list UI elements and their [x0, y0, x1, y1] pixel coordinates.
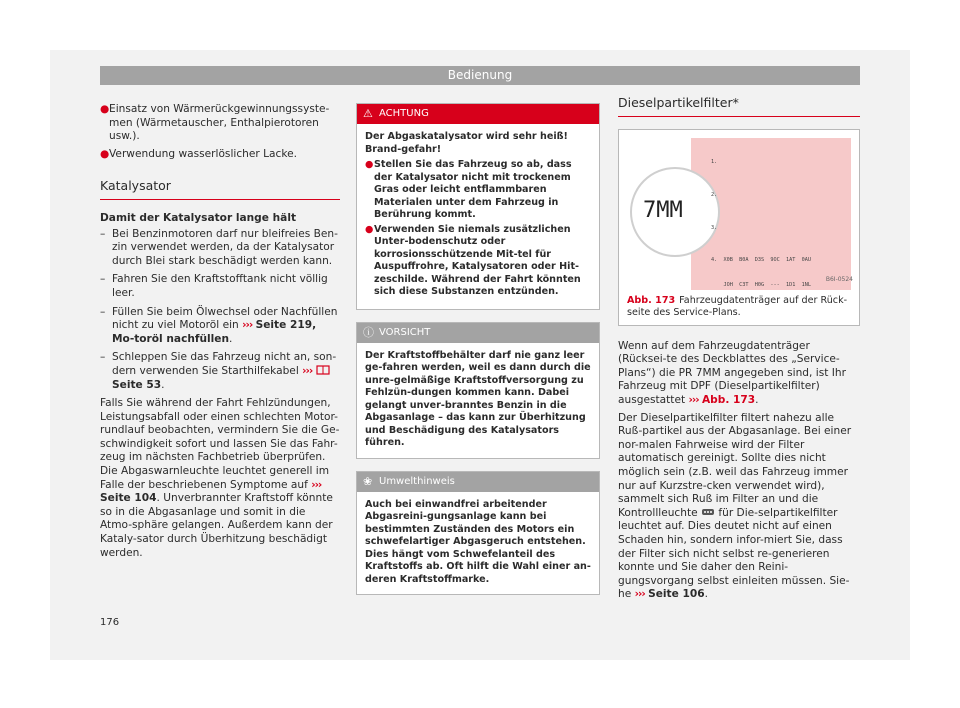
subheading: Damit der Katalysator lange hält — [100, 211, 297, 224]
paragraph: Der Dieselpartikelfilter filtert nahezu alle Ruß-partikel aus der Abgasanlage. Bei einer nor-malen Fahrweise wird der Filter automatisch gereinigt. Sollte dies nicht möglich sein (z.B. weil das Fahrzeug immer nur auf Kurzstre-cken verwendet wird), sammelt sich Ruß im Filter an und die Kontrollleuchte für Die-selpartikelfilter leuchtet auf. Dies deutet nicht auf einen Schaden hin, sondern infor-miert Sie, dass der Filter sich nicht selbst re-generieren konnte und Sie daher den Reini-gungsvorgang selbst einleiten müssen. Sie-he ››› Seite 106. — [618, 411, 852, 601]
middle-column — [356, 103, 600, 607]
dpf-warning-lamp-icon — [701, 508, 715, 516]
cross-ref-arrow-icon: ››› — [311, 478, 322, 491]
right-column — [618, 96, 860, 602]
bullet-icon: ● — [100, 103, 110, 115]
list-item: – Füllen Sie beim Ölwechsel oder Nachfüllen nicht zu viel Motoröl ein ››› Seite 219, Mo-toröl nachfüllen. — [100, 305, 338, 345]
paragraph: Die Abgaswarnleuchte leuchtet generell im Falle der beschriebenen Symptome auf ››› Seite 104. Unverbrannter Kraftstoff könnte so in die Abgasanlage und somit in die Atmo-sphäre gelangen. Außerdem kann der Kataly-sator durch Überhitzung beschädigt werden. — [100, 465, 333, 559]
list-item: ● Stellen Sie das Fahrzeug so ab, dass der Katalysator nicht mit trockenem Gras oder leicht entflammbaren Materialen unter dem Fahrzeug in Berührung kommt. — [365, 159, 572, 220]
section-title-katalysator: Katalysator — [100, 179, 340, 200]
warning-header: ⚠ ACHTUNG — [357, 104, 599, 124]
environment-flower-icon: ❀ — [363, 474, 373, 488]
left-column — [100, 103, 340, 560]
cross-ref-arrow-icon: ››› — [302, 364, 313, 377]
figure — [618, 129, 860, 326]
warning-box: ⚠ ACHTUNG Der Abgaskatalysator wird sehr heiß! Brand-gefahr! ● Stellen Sie das Fahrzeug so ab, dass der Katalysator nicht mit trockenem Gras oder leicht entflammbaren Materialen unter dem Fahrzeug in Berührung kommt. ● Verwenden Sie niemals zusätzlichen Unter-bodenschutz oder korrosionsschützende Mit-tel für Auspuffrohre, Katalysatoren oder Hit-zeschilde. Während der Fahrt könnten sich diese Substanzen entzünden. — [356, 103, 600, 310]
list-item: – Bei Benzinmotoren darf nur bleifreies Ben-zin verwendet werden, da der Katalysator durch Blei stark beschädigt werden kann. — [100, 227, 338, 267]
page-link[interactable]: Seite 104 — [100, 492, 157, 505]
figure-id: B6I-0524 — [825, 276, 853, 283]
page-link[interactable]: Seite 219, Mo-toröl nachfüllen — [112, 319, 317, 345]
caution-header: ⓘ VORSICHT — [357, 323, 599, 343]
cross-ref-arrow-icon: ››› — [688, 393, 699, 406]
figure-link[interactable]: Abb. 173 — [701, 393, 756, 406]
page-link[interactable]: Seite 106 — [648, 588, 705, 601]
cross-ref-arrow-icon: ››› — [634, 588, 645, 601]
warning-triangle-icon: ⚠ — [363, 107, 373, 120]
caution-box: ⓘ VORSICHT Der Kraftstoffbehälter darf nie ganz leer ge-fahren werden, weil es dann durch die unre-gelmäßige Kraftstoffversorgung zu Fehlzün-dungen kommen kann. Dabei gelangt unver-branntes Benzin in die Abgasanlage – das kann zur Überhitzung und Beschädigung des Katalysators führen. — [356, 322, 600, 459]
figure-caption: Abb. 173 Fahrzeugdatenträger auf der Rück-seite des Service-Plans. — [627, 294, 848, 318]
jump-start-book-icon — [316, 365, 330, 375]
list-item: – Schleppen Sie das Fahrzeug nicht an, son-dern verwenden Sie Starthilfekabel ››› Seite 53. — [100, 351, 337, 391]
info-circle-icon: ⓘ — [363, 325, 374, 339]
environment-header: ❀ Umwelthinweis — [357, 472, 599, 492]
sticker-text: 1. 2. 3. 4. X0B B0A D3S 9OC 1AT 0AU JOH C3T H0G --- 1D1 1NL — [711, 159, 811, 289]
vehicle-data-sticker-image — [619, 130, 859, 290]
bullet-icon: ● — [100, 147, 110, 160]
list-item: – Fahren Sie den Kraftstofftank nicht völlig leer. — [100, 273, 328, 299]
paragraph: Falls Sie während der Fahrt Fehlzündungen, Leistungsabfall oder einen schlechten Motor-rundlauf beobachten, vermindern Sie die Ge-schwindigkeit sofort und lassen Sie das Fahr-zeug im nächsten Fachbetrieb überprüfen. — [100, 397, 340, 464]
paragraph: Wenn auf dem Fahrzeugdatenträger (Rücksei-te des Deckblattes des „Service-Plans“) die PR 7MM angegeben sind, ist Ihr Fahrzeug mit DPF (Dieselpartikelfilter) ausgestattet ››› Abb. 173. — [618, 339, 846, 406]
magnified-code-label: 7MM — [643, 197, 683, 223]
list-item: ● Verwendung wasserlöslicher Lacke. — [100, 147, 297, 160]
page-header: Bedienung — [100, 66, 860, 85]
page-number: 176 — [100, 617, 120, 628]
page-link[interactable]: Seite 53 — [112, 378, 162, 391]
environment-box: ❀ Umwelthinweis Auch bei einwandfrei arbeitender Abgasreini-gungsanlage kann bei bestimmten Zuständen des Motors ein schwefelartiger Abgasgeruch entstehen. Dies hängt vom Schwefelanteil des Kraftstoffs ab. Oft hilft die Wahl einer an-deren Kraftstoffmarke. — [356, 471, 600, 596]
cross-ref-arrow-icon: ››› — [242, 319, 253, 332]
section-title-dieselpartikelfilter: Dieselpartikelfilter* — [618, 96, 860, 117]
bullet-icon: ● — [365, 159, 374, 170]
list-item: ● Einsatz von Wärmerückgewinnungssyste-men (Wärmetauscher, Enthalpierotoren usw.). — [100, 103, 330, 143]
bullet-icon: ● — [365, 223, 374, 235]
list-item: ● Verwenden Sie niemals zusätzlichen Unter-bodenschutz oder korrosionsschützende Mit-tel für Auspuffrohre, Katalysatoren oder Hit-zeschilde. Während der Fahrt könnten sich diese Substanzen entzünden. — [365, 223, 581, 297]
